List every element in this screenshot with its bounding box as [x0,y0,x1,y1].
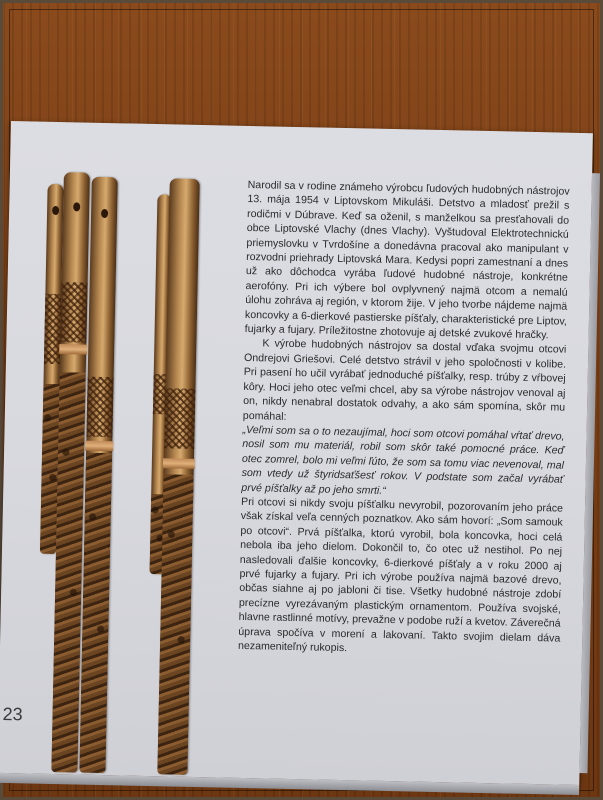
paragraph-craft: Pri otcovi si nikdy svoju píšťalku nevyrobil, pozorovaním jeho práce však získal veľa cenných poznatkov. Ako sám hovorí: „Som samouk po otcovi“. Prvá píšťalka, ktorú vyrobil, bola koncovka, hoci celá nebola iba jeho dielom. Dokončil to, čo otec už nestihol. Po nej nasledovali ďalšie koncovky, 6-dierkové píšťaly a v roku 2000 aj prvé fujarky a fujary. Pri ich výrobe používa najmä bazové drevo, občas siahne aj po jabloni či tise. Všetky hudobné nástroje zdobí precízne vyrezávaným plastickým ornamentom. Používa svojské, hlavne rastlinné motívy, prevažne v podobe ruží a kvetov. Záverečná úprava spočíva v morení a lakovaní. Takto svojim dielam dáva nezameniteľný rukopis. [237,495,564,655]
flutes-photo [11,121,593,133]
paragraph-quote: „Veľmi som sa o to nezaujímal, hoci som otcovi pomáhal vŕtať drevo, nosil som mu materiál, robil som skôr také pomocné práce. Keď otec zomrel, bolo mi veľmi ľúto, že som sa tomu viac nevenoval, mal som vtedy už štyridsaťšesť rokov. V podstate som začal vyrábať prvé píšťalky až po jeho smrti.“ [241,423,565,497]
page-edge [579,173,600,773]
paragraph-origins: K výrobe hudobných nástrojov sa dostal vďaka svojmu otcovi Ondrejovi Griešovi. Celé detstvo strávil v jeho spoločnosti v kolibe. Pri pasení ho učil vyrábať jednoduché píšťalky, resp. trúby z vŕbovej kôry. Hoci jeho otec veľmi chcel, aby sa výrobe nástrojov venoval aj on, nikdy nenabral dostatok odvahy, a ako sám spomína, skôr mu pomáhal: [242,337,567,423]
book-page [0,121,593,785]
paragraph-intro: Narodil sa v rodine známeho výrobcu ľudových hudobných nástrojov 13. mája 1954 v Liptovskom Mikuláši. Detstvo a mladosť prežil s rodičmi v Dúbrave. Keď sa oženil, s manželkou sa presťahovali do obce Liptovské Vlachy (dnes Vlachy). Vyštudoval Elektrotechnickú priemyslovku v Tvrdošíne a donedávna pracoval ako manipulant v rozvodni priehrady Liptovská Mara. Kedysi popri zamestnaní a dnes už ako dôchodca vyrába ľudové hudobné nástroje, konkrétne aerofóny. Pri ich výbere bol ovplyvnený najmä otcom a nemalú úlohu zohráva aj región, v ktorom žije. V jeho tvorbe nájdeme najmä koncovky a 6-dierkové pastierske píšťaly, charakteristické pre Liptov, fujarky a fujary. Príležitostne zhotovuje aj detské zvukové hračky. [244,178,570,342]
page-number: 23 [2,703,23,725]
page-bottom-edge [0,773,579,795]
article-text [238,178,570,660]
